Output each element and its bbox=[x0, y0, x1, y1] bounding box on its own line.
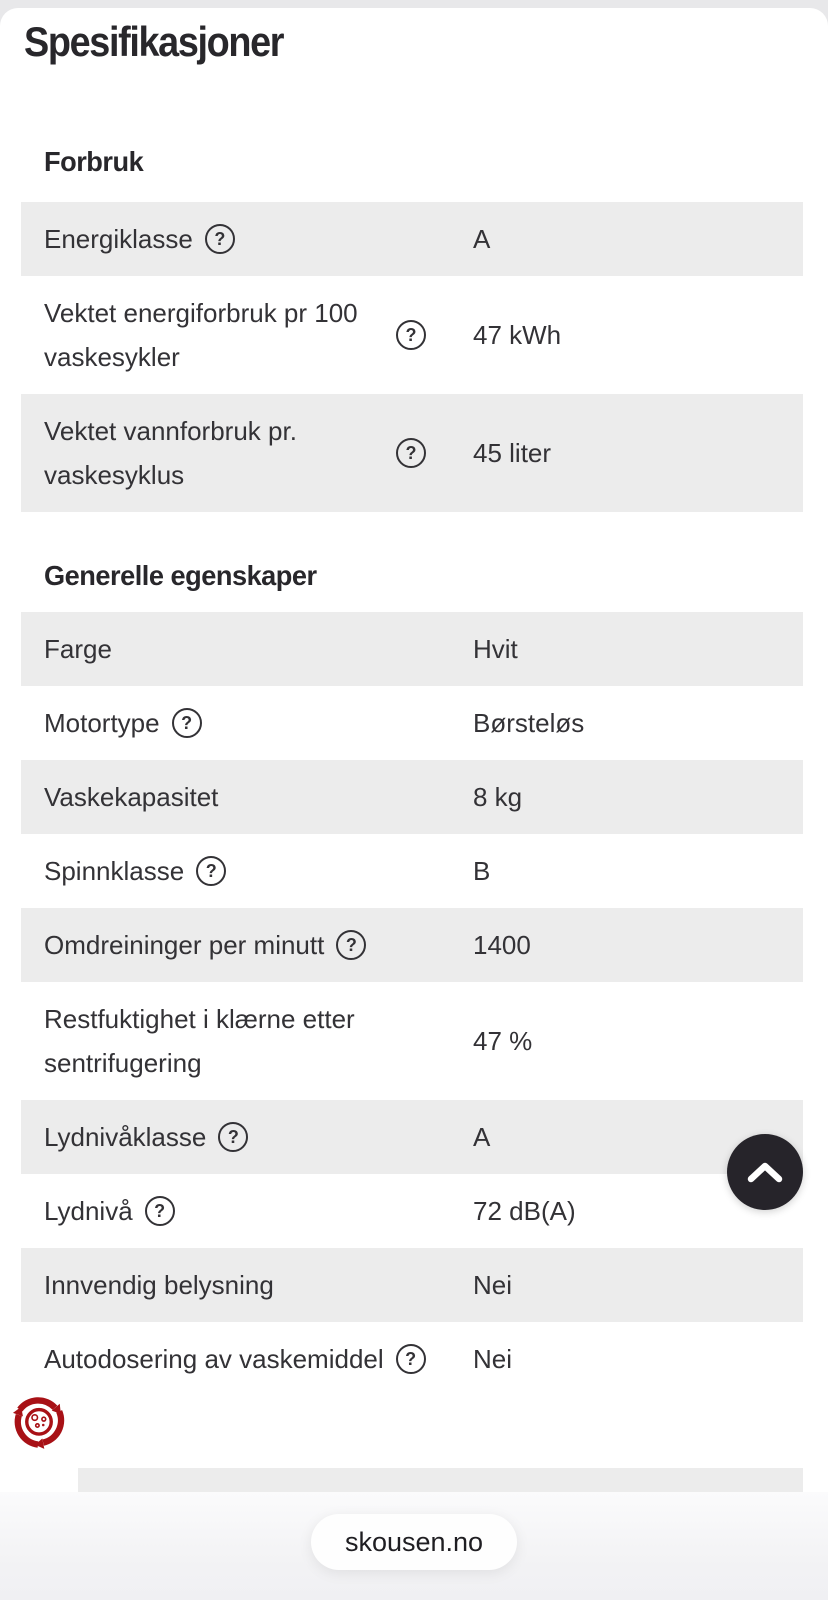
help-icon[interactable]: ? bbox=[145, 1196, 175, 1226]
spec-row bbox=[21, 202, 803, 276]
spec-label: Lydnivå bbox=[44, 1196, 133, 1226]
spec-label: Farge bbox=[44, 634, 112, 664]
help-icon[interactable]: ? bbox=[396, 1344, 426, 1374]
help-icon[interactable]: ? bbox=[336, 930, 366, 960]
spec-value: Nei bbox=[473, 1270, 513, 1300]
browser-url-pill[interactable]: skousen.no bbox=[311, 1514, 517, 1570]
next-row-cutoff bbox=[78, 1468, 803, 1492]
section-title-generelle: Generelle egenskaper bbox=[44, 560, 317, 591]
spec-label: Innvendig belysning bbox=[44, 1270, 274, 1300]
browser-bottom-bar bbox=[0, 1492, 828, 1600]
spec-row bbox=[21, 908, 803, 982]
help-icon[interactable]: ? bbox=[396, 320, 426, 350]
section-title-forbruk: Forbruk bbox=[44, 146, 144, 177]
spec-value: A bbox=[473, 1122, 491, 1152]
spec-row bbox=[21, 686, 803, 760]
scroll-to-top-button[interactable] bbox=[727, 1134, 803, 1210]
spec-label: Restfuktighet i klærne etter sentrifugering bbox=[44, 1004, 355, 1078]
spec-label-cell bbox=[44, 217, 473, 261]
spec-row bbox=[21, 982, 803, 1100]
spec-label-cell bbox=[44, 775, 473, 819]
spec-label-cell bbox=[44, 1189, 473, 1233]
spec-label: Spinnklasse bbox=[44, 856, 185, 886]
help-icon[interactable]: ? bbox=[196, 856, 226, 886]
skousen-drum-widget[interactable] bbox=[8, 1392, 70, 1458]
spec-value: 47 % bbox=[473, 1026, 533, 1056]
spec-label: Vektet vannforbruk pr. vaskesyklus bbox=[44, 416, 297, 490]
spec-value: Børsteløs bbox=[473, 708, 585, 738]
spec-table-generelle bbox=[21, 612, 803, 1396]
spec-label-cell bbox=[44, 923, 473, 967]
spec-row bbox=[21, 394, 803, 512]
spec-label: Energiklasse bbox=[44, 224, 193, 254]
spec-row bbox=[21, 1174, 803, 1248]
chevron-up-icon bbox=[745, 1160, 785, 1184]
help-icon[interactable]: ? bbox=[205, 224, 235, 254]
spec-label-cell bbox=[44, 1115, 473, 1159]
spec-sheet-card bbox=[0, 8, 828, 1492]
spec-value: Hvit bbox=[473, 634, 518, 664]
spec-label: Vaskekapasitet bbox=[44, 782, 219, 812]
spec-value: 1400 bbox=[473, 930, 531, 960]
spec-label-cell bbox=[44, 1263, 473, 1307]
help-icon[interactable]: ? bbox=[172, 708, 202, 738]
spec-value: Nei bbox=[473, 1344, 513, 1374]
spec-value: A bbox=[473, 224, 491, 254]
help-icon[interactable]: ? bbox=[218, 1122, 248, 1152]
spec-row bbox=[21, 1248, 803, 1322]
spec-value: 72 dB(A) bbox=[473, 1196, 576, 1226]
spec-row bbox=[21, 834, 803, 908]
spec-value: 47 kWh bbox=[473, 320, 562, 350]
spec-label: Vektet energiforbruk pr 100 vaskesykler bbox=[44, 298, 358, 372]
spec-label: Motortype bbox=[44, 708, 160, 738]
spec-label: Lydnivåklasse bbox=[44, 1122, 207, 1152]
spec-value: B bbox=[473, 856, 491, 886]
spec-table-forbruk bbox=[21, 202, 803, 512]
spec-label-cell bbox=[44, 1337, 473, 1381]
spec-label-cell bbox=[44, 701, 473, 745]
spec-label-cell bbox=[44, 627, 473, 671]
spec-label-cell bbox=[44, 849, 473, 893]
spec-row bbox=[21, 612, 803, 686]
spec-row bbox=[21, 1322, 803, 1396]
spec-value: 8 kg bbox=[473, 782, 523, 812]
spec-row bbox=[21, 1100, 803, 1174]
help-icon[interactable]: ? bbox=[396, 438, 426, 468]
page-title: Spesifikasjoner bbox=[24, 18, 284, 65]
spec-row bbox=[21, 760, 803, 834]
spec-row bbox=[21, 276, 803, 394]
washing-drum-arrows-icon bbox=[8, 1392, 70, 1458]
spec-value: 45 liter bbox=[473, 438, 552, 468]
spec-label: Omdreininger per minutt bbox=[44, 930, 325, 960]
spec-label-cell bbox=[44, 409, 473, 497]
spec-label-cell bbox=[44, 997, 473, 1085]
spec-label-cell bbox=[44, 291, 473, 379]
spec-label: Autodosering av vaskemiddel bbox=[44, 1344, 384, 1374]
